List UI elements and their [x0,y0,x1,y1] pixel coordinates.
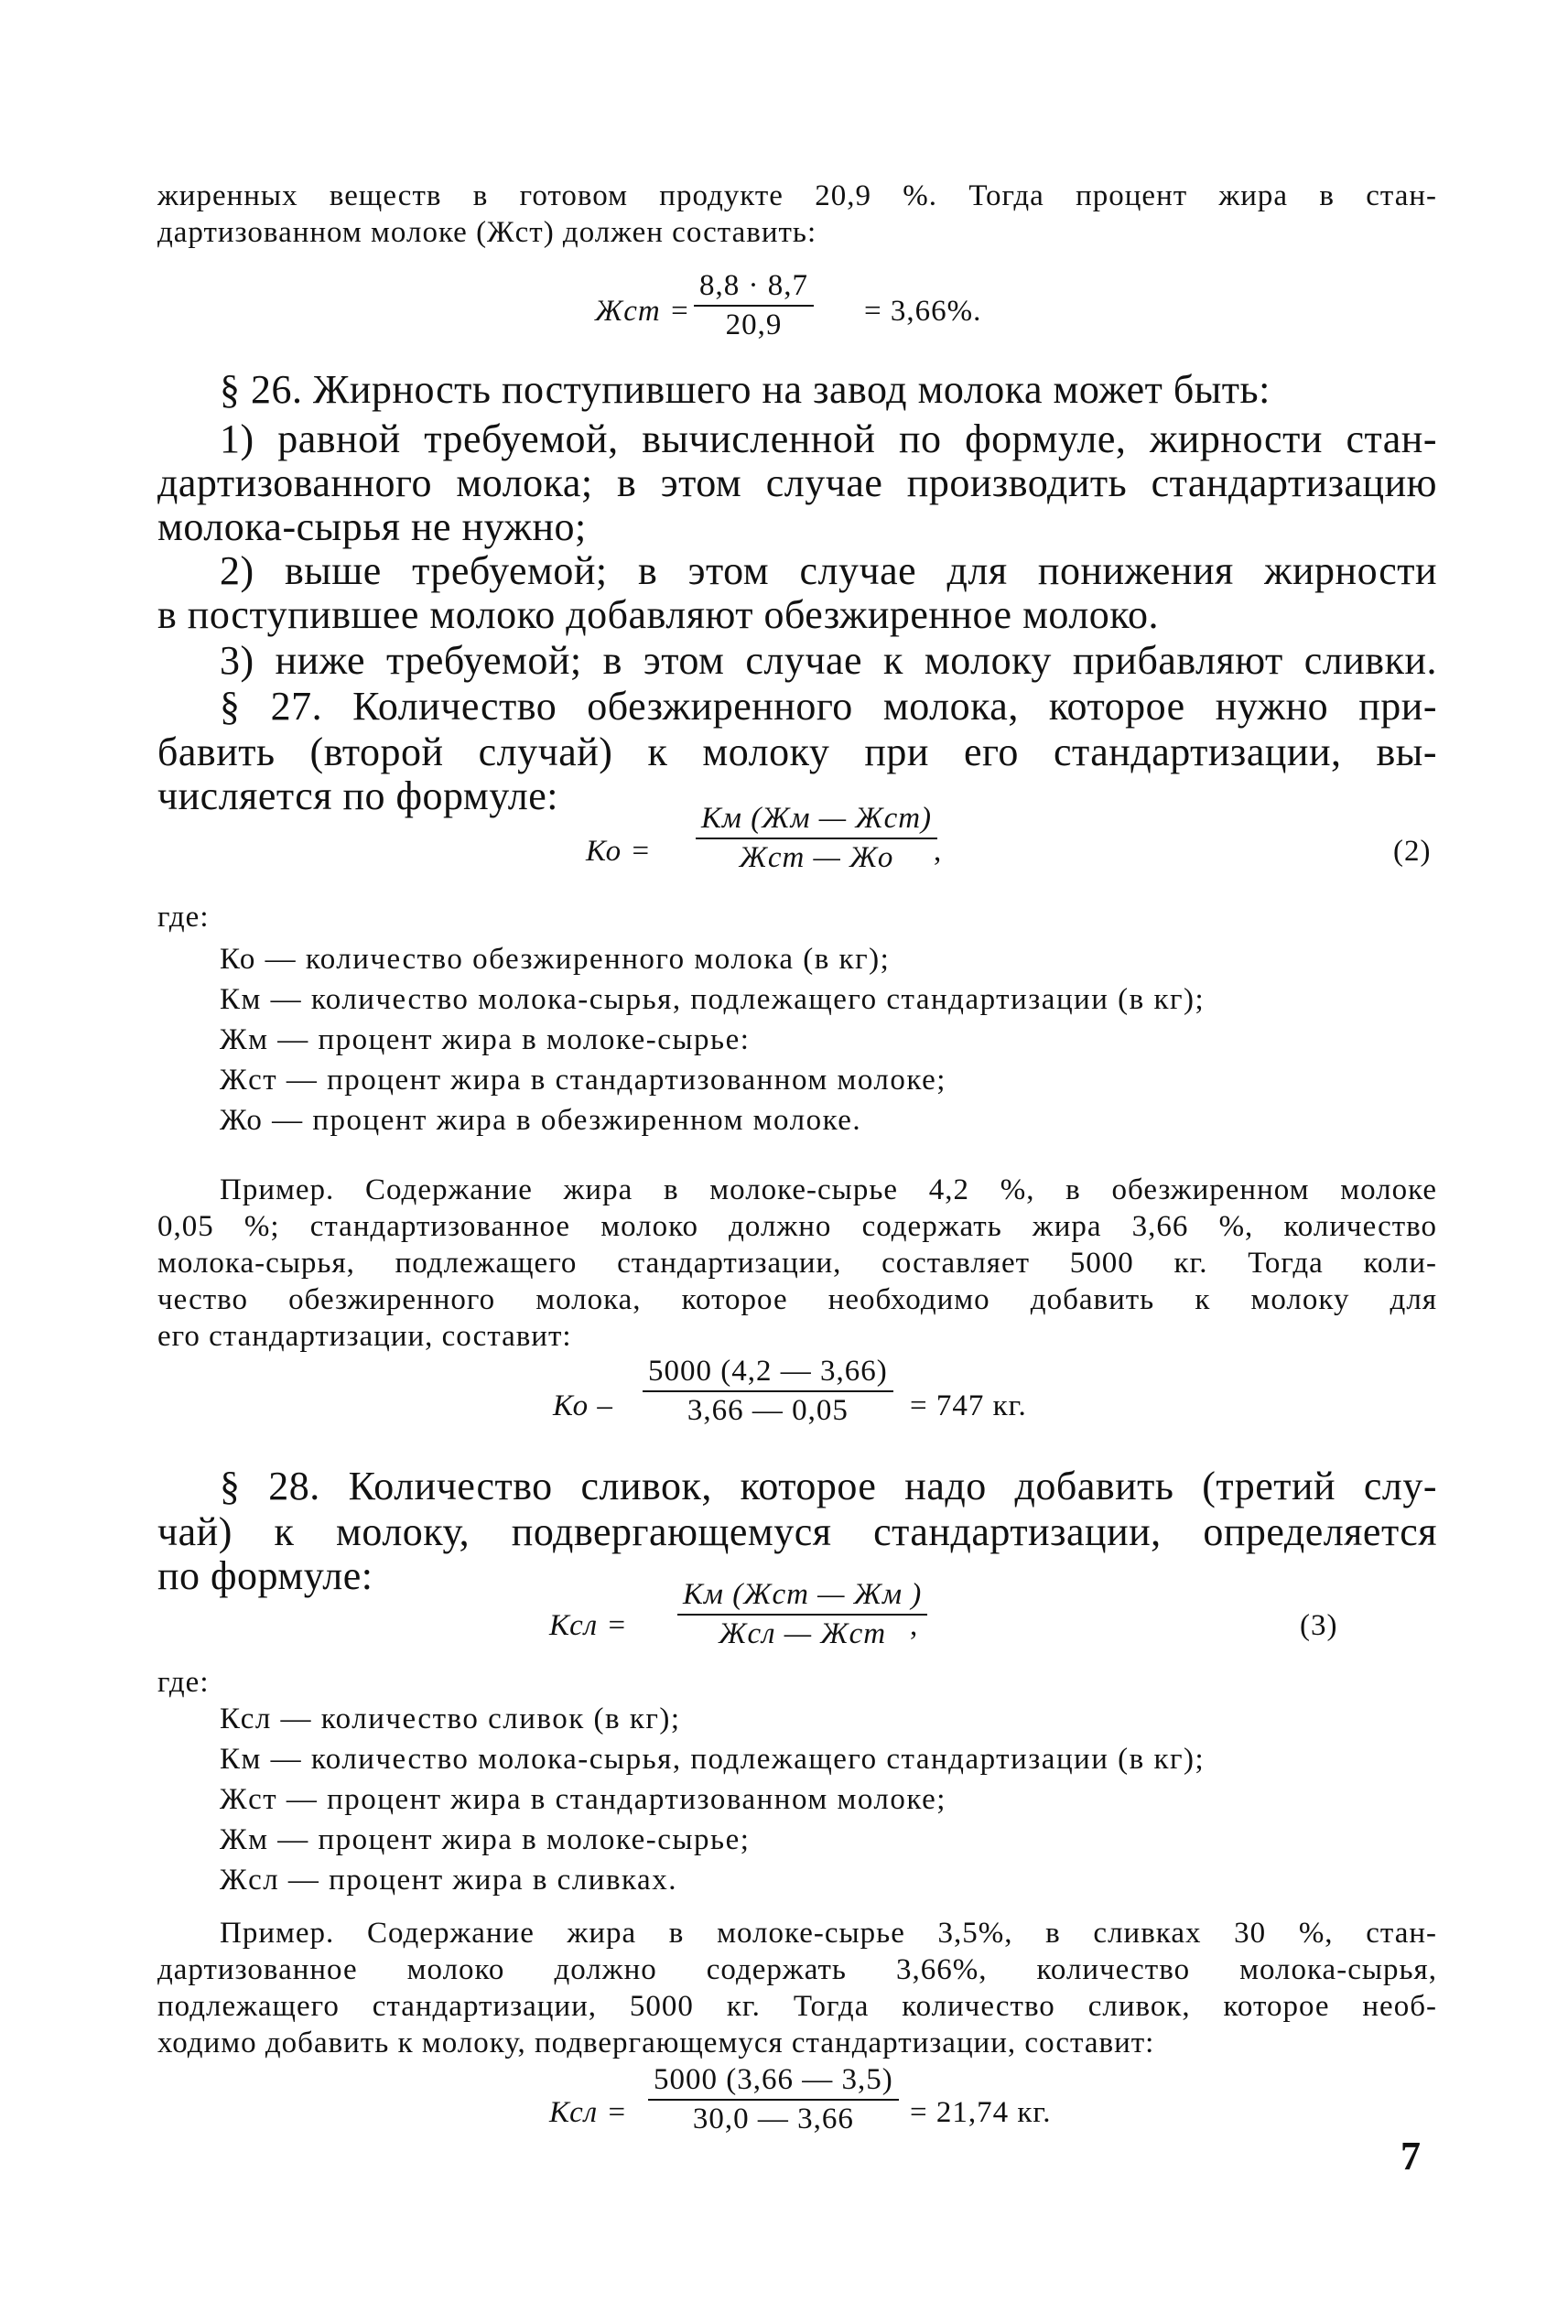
example-line: Пример. Содержание жира в молоке-сырье 4,2 %, в обезжиренном молоке [220,1173,1437,1206]
formula-fraction [696,802,937,875]
formula-rhs: = 21,74 кг. [910,2096,1052,2129]
fraction-numerator: 5000 (4,2 — 3,66) [648,1355,888,1388]
definition-item: Км — количество молока-сырья, подлежащего стандартизации (в кг); [220,1743,1206,1776]
where-label: где: [157,901,210,934]
text-line: по формуле: [157,1553,373,1598]
text-line: 2) выше требуемой; в этом случае для понижения жирности [220,548,1437,593]
fraction-denominator: Жст — Жо [739,841,894,874]
text-line: жиренных веществ в готовом продукте 20,9 %. Тогда процент жира в стан- [157,179,1437,212]
formula-rhs: = 747 кг. [910,1389,1027,1422]
section-heading: § 26. Жирность поступившего на завод молока может быть: [220,367,1271,412]
formula-rhs: , [910,1609,919,1642]
fraction-numerator: Км (Жм — Жст) [701,802,933,835]
fraction-denominator: Жсл — Жст [719,1617,887,1650]
definition-item: Жст — процент жира в стандартизованном молоке; [220,1064,946,1097]
definition-item: Км — количество молока-сырья, подлежащего стандартизации (в кг); [220,983,1206,1016]
formula-fraction [643,1355,893,1428]
fraction-bar [648,2099,899,2101]
example-line: молока-сырья, подлежащего стандартизации, составляет 5000 кг. Тогда коли- [157,1247,1437,1280]
example-line: Пример. Содержание жира в молоке-сырье 3,5%, в сливках 30 %, стан- [220,1917,1437,1950]
formula-lhs: Ко – [553,1389,613,1422]
text-line: молока-сырья не нужно; [157,504,587,549]
definition-item: Ко — количество обезжиренного молока (в кг); [220,943,891,976]
example-line: чество обезжиренного молока, которое необходимо добавить к молоку для [157,1283,1437,1316]
example-line: 0,05 %; стандартизованное молоко должно содержать жира 3,66 %, количество [157,1210,1437,1243]
fraction-denominator: 20,9 [725,308,783,341]
text-line: 1) равной требуемой, вычисленной по формуле, жирности стан- [220,416,1437,461]
definition-item: Жсл — процент жира в сливках. [220,1864,677,1897]
equation-number: (3) [1300,1609,1338,1642]
example-line: дартизованное молоко должно содержать 3,66%, количество молока-сырья, [157,1953,1437,1986]
text-line: в поступившее молоко добавляют обезжиренное молоко. [157,592,1159,637]
formula-rhs: = 3,66%. [864,295,982,328]
text-line: числяется по формуле: [157,773,558,818]
formula-fraction [677,1578,927,1651]
where-label: где: [157,1666,210,1699]
definition-item: Жм — процент жира в молоке-сырье; [220,1823,751,1856]
fraction-numerator: 5000 (3,66 — 3,5) [654,2063,893,2096]
fraction-numerator: Км (Жст — Жм ) [683,1578,923,1611]
formula-fraction [648,2063,899,2136]
fraction-denominator: 3,66 — 0,05 [687,1394,849,1427]
example-line: ходимо добавить к молоку, подвергающемуся стандартизации, составит: [157,2027,1155,2059]
definition-item: Жм — процент жира в молоке-сырье: [220,1023,751,1056]
section-heading: § 28. Количество сливок, которое надо добавить (третий слу- [220,1464,1437,1508]
fraction-bar [677,1614,927,1616]
fraction-bar [696,838,937,839]
text-line: 3) ниже требуемой; в этом случае к молоку прибавляют сливки. [220,638,1437,683]
text-line: дартизованного молока; в этом случае производить стандартизацию [157,460,1437,505]
section-heading: § 27. Количество обезжиренного молока, которое нужно при- [220,684,1437,729]
formula-lhs: Жст = [595,295,691,328]
example-line: подлежащего стандартизации, 5000 кг. Тогда количество сливок, которое необ- [157,1990,1437,2023]
equation-number: (2) [1393,835,1432,868]
formula-lhs: Ксл = [549,2096,628,2129]
formula-fraction [694,269,814,342]
formula-lhs: Ксл = [549,1609,628,1642]
page-number: 7 [1400,2134,1421,2178]
fraction-bar [694,305,814,307]
fraction-numerator: 8,8 · 8,7 [699,269,808,302]
definition-item: Жст — процент жира в стандартизованном молоке; [220,1783,946,1816]
text-line: дартизованном молоке (Жст) должен составить: [157,216,817,249]
text-line: бавить (второй случай) к молоку при его стандартизации, вы- [157,730,1437,774]
formula-rhs: , [934,835,943,868]
fraction-denominator: 30,0 — 3,66 [692,2102,854,2135]
definition-item: Жо — процент жира в обезжиренном молоке. [220,1104,862,1137]
fraction-bar [643,1390,893,1392]
formula-lhs: Ко = [586,835,652,868]
definition-item: Ксл — количество сливок (в кг); [220,1702,681,1735]
text-line: чай) к молоку, подвергающемуся стандартизации, определяется [157,1509,1437,1554]
example-line: его стандартизации, составит: [157,1320,572,1353]
